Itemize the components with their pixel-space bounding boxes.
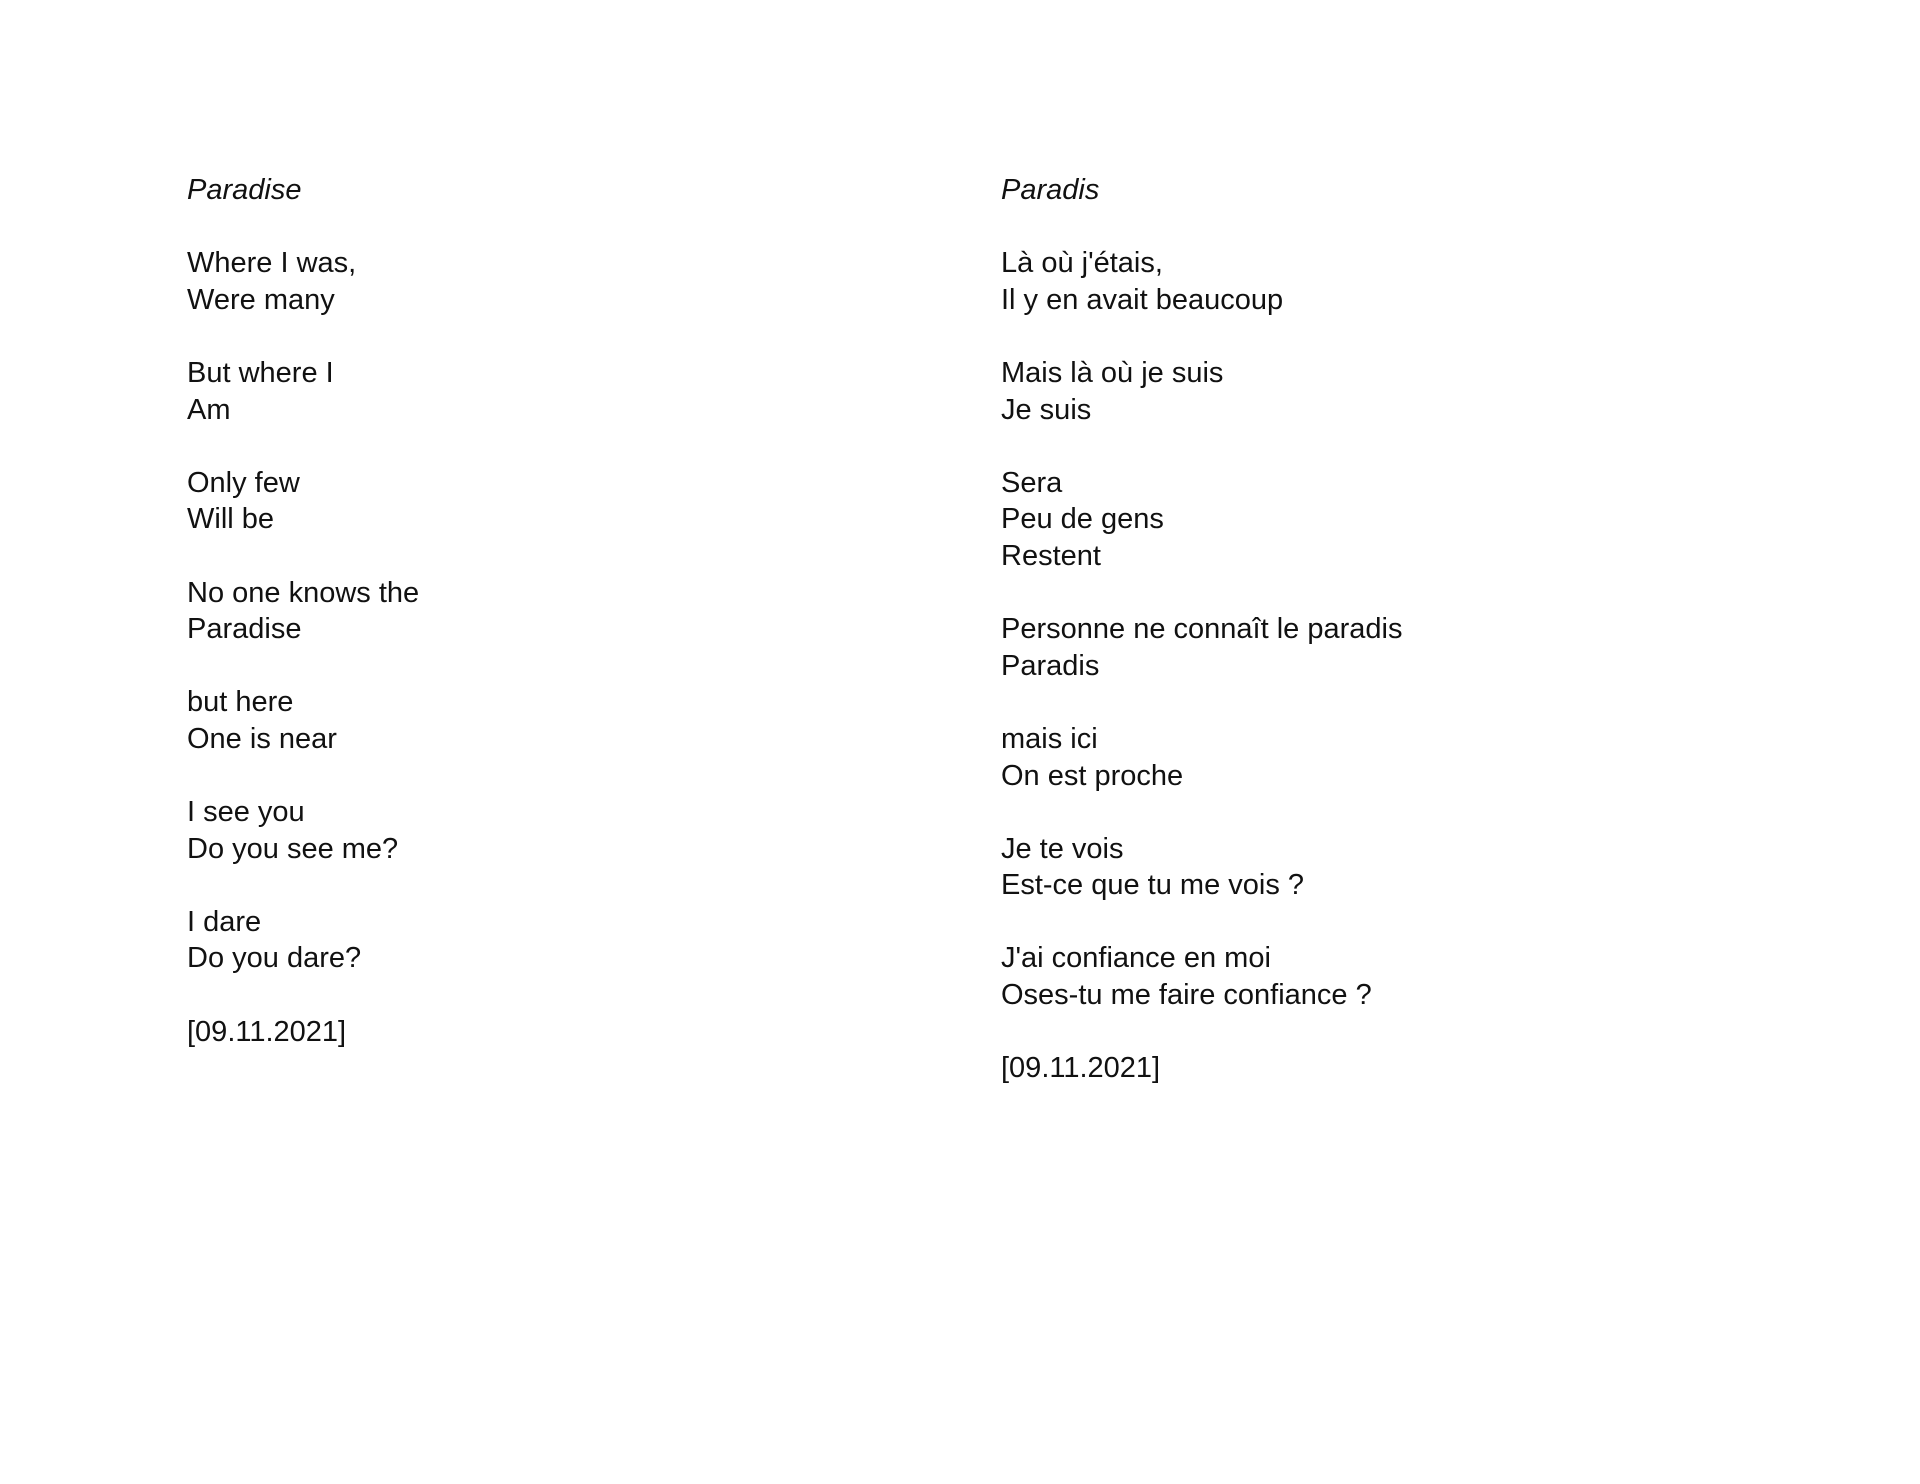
english-poem-line: Will be	[187, 503, 275, 536]
english-stanza	[187, 575, 887, 648]
english-poem-column	[187, 172, 887, 1050]
french-poem-line: Personne ne connaît le paradis	[1001, 613, 1403, 646]
english-poem-line: But where I	[187, 356, 334, 389]
french-stanza	[1001, 465, 1701, 575]
english-poem-line: Am	[187, 393, 231, 426]
french-poem-line: Oses-tu me faire confiance ?	[1001, 979, 1372, 1012]
english-poem-line: Where I was,	[187, 247, 357, 280]
french-stanzas	[1001, 245, 1701, 1013]
french-stanza	[1001, 831, 1701, 904]
english-poem-line: but here	[187, 686, 294, 719]
french-poem-line: Je suis	[1001, 393, 1092, 426]
english-poem-line: I dare	[187, 905, 262, 938]
english-stanza	[187, 355, 887, 428]
english-poem-line: Do you see me?	[187, 832, 399, 865]
english-stanza	[187, 684, 887, 757]
english-stanza	[187, 904, 887, 977]
french-poem-line: mais ici	[1001, 722, 1098, 755]
english-poem-line: Paradise	[187, 613, 302, 646]
french-poem-title: Paradis	[1001, 174, 1100, 206]
english-stanza	[187, 465, 887, 538]
french-poem-line: Là où j'étais,	[1001, 247, 1163, 280]
english-stanzas	[187, 245, 887, 977]
french-poem-line: Peu de gens	[1001, 503, 1164, 536]
french-poem-line: Restent	[1001, 539, 1101, 572]
english-stanza	[187, 794, 887, 867]
french-poem-line: Sera	[1001, 466, 1063, 499]
english-poem-line: I see you	[187, 796, 305, 829]
french-poem-line: J'ai confiance en moi	[1001, 942, 1271, 975]
english-poem-line: Only few	[187, 466, 300, 499]
french-stanza	[1001, 940, 1701, 1013]
french-stanza	[1001, 355, 1701, 428]
french-poem-line: Est-ce que tu me vois ?	[1001, 869, 1305, 902]
french-stanza	[1001, 611, 1701, 684]
french-stanza	[1001, 721, 1701, 794]
french-poem-line: On est proche	[1001, 759, 1184, 792]
english-poem-line: Do you dare?	[187, 942, 362, 975]
french-stanza	[1001, 245, 1701, 318]
english-poem-line: Were many	[187, 283, 335, 316]
english-poem-date: [09.11.2021]	[187, 1015, 347, 1048]
french-poem-date: [09.11.2021]	[1001, 1052, 1161, 1085]
french-poem-column	[1001, 172, 1701, 1087]
french-poem-line: Je te vois	[1001, 832, 1124, 865]
english-poem-title: Paradise	[187, 174, 302, 206]
english-poem-line: No one knows the	[187, 576, 420, 609]
french-poem-line: Mais là où je suis	[1001, 356, 1224, 389]
english-poem-line: One is near	[187, 722, 337, 755]
french-poem-line: Il y en avait beaucoup	[1001, 283, 1284, 316]
french-poem-line: Paradis	[1001, 649, 1100, 682]
english-stanza	[187, 245, 887, 318]
